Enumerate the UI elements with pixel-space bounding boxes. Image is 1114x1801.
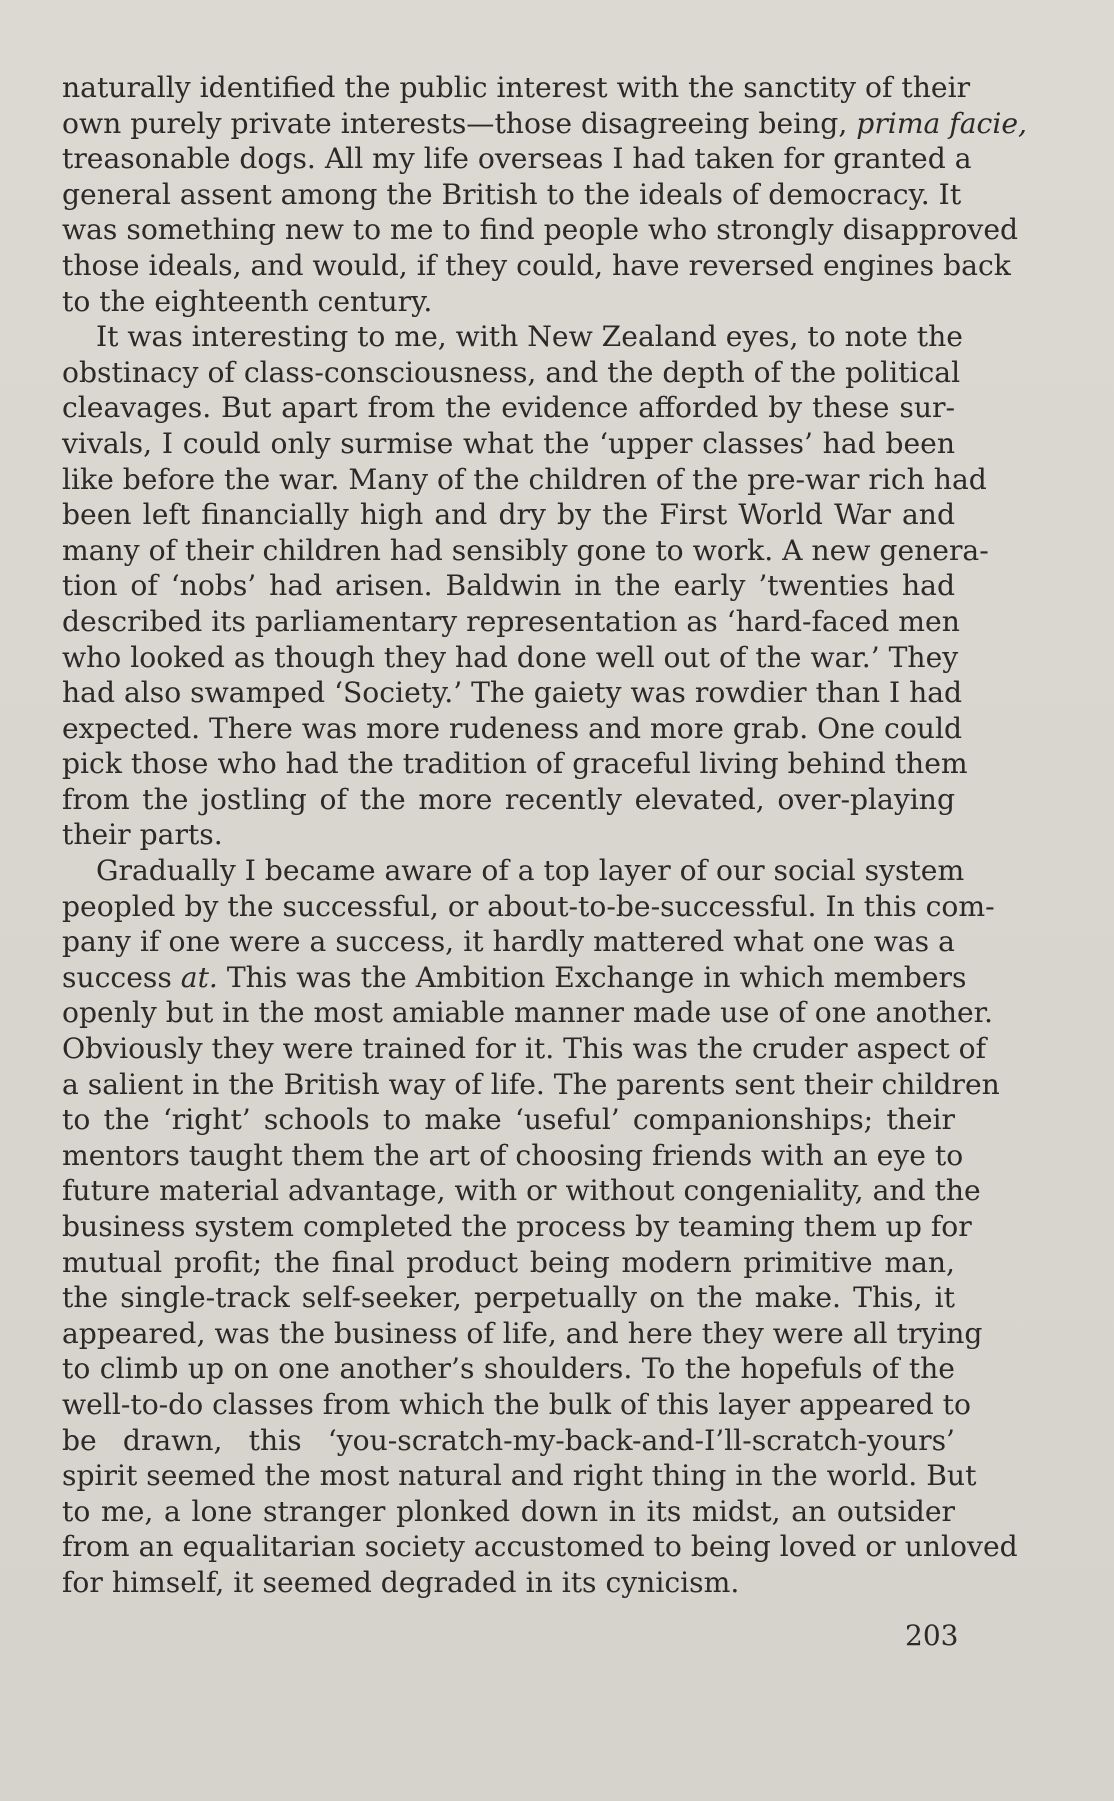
page-number: 203 bbox=[905, 1619, 959, 1652]
text-line: Obviously they were trained for it. This was the cruder aspect of bbox=[62, 1032, 987, 1066]
text-line: Gradually I became aware of a top layer of our social system bbox=[96, 854, 965, 888]
text-line: It was interesting to me, with New Zealand eyes, to note the bbox=[96, 320, 963, 354]
text-line: peopled by the successful, or about-to-be-successful. In this com- bbox=[62, 889, 995, 923]
text-line: expected. There was more rudeness and more grab. One could bbox=[62, 711, 963, 745]
text-span: own purely private interests—those disagreeing being, bbox=[62, 106, 857, 140]
text-line: to the eighteenth century. bbox=[62, 284, 433, 318]
text-line: openly but in the most amiable manner made use of one another. bbox=[62, 996, 993, 1030]
text-span: success bbox=[62, 960, 181, 994]
text-line: treasonable dogs. All my life overseas I had taken for granted a bbox=[62, 142, 972, 176]
text-line: from the jostling of the more recently elevated, over-playing bbox=[62, 782, 955, 816]
text-line: mutual profit; the final product being modern primitive man, bbox=[62, 1245, 955, 1279]
text-line: for himself, it seemed degraded in its cynicism. bbox=[62, 1565, 740, 1599]
paragraph-3 bbox=[62, 853, 1018, 1600]
text-line: general assent among the British to the ideals of democracy. It bbox=[62, 177, 962, 211]
text-line: vivals, I could only surmise what the ‘upper classes’ had been bbox=[62, 426, 955, 460]
text-line: was something new to me to find people who strongly disapproved bbox=[62, 213, 1019, 247]
text-line bbox=[62, 106, 1027, 142]
text-line: to me, a lone stranger plonked down in its midst, an outsider bbox=[62, 1494, 955, 1528]
text-line: spirit seemed the most natural and right thing in the world. But bbox=[62, 1459, 977, 1493]
text-line: to climb up on one another’s shoulders. To the hopefuls of the bbox=[62, 1352, 955, 1386]
text-line: cleavages. But apart from the evidence afforded by these sur- bbox=[62, 391, 955, 425]
text-line: appeared, was the business of life, and here they were all trying bbox=[62, 1316, 983, 1350]
text-line: like before the war. Many of the children of the pre-war rich had bbox=[62, 462, 987, 496]
text-line: business system completed the process by teaming them up for bbox=[62, 1210, 972, 1243]
paragraph-1 bbox=[62, 70, 1027, 319]
text-line: had also swamped ‘Society.’ The gaiety was rowdier than I had bbox=[62, 676, 963, 710]
text-line: many of their children had sensibly gone to work. A new genera- bbox=[62, 533, 989, 567]
text-line: who looked as though they had done well out of the war.’ They bbox=[62, 640, 959, 674]
text-line: future material advantage, with or without congeniality, and the bbox=[62, 1174, 981, 1208]
text-line: mentors taught them the art of choosing friends with an eye to bbox=[62, 1138, 964, 1172]
text-line: the single-track self-seeker, perpetually on the make. This, it bbox=[62, 1281, 955, 1315]
text-span: This was the Ambition Exchange in which members bbox=[217, 960, 967, 994]
text-line: described its parliamentary representation as ‘hard-faced men bbox=[62, 604, 960, 638]
text-line: tion of ‘nobs’ had arisen. Baldwin in the early ’twenties had bbox=[62, 569, 955, 603]
text-line bbox=[62, 960, 967, 996]
italic-phrase: prima facie, bbox=[856, 106, 1027, 140]
text-line: from an equalitarian society accustomed to being loved or unloved bbox=[62, 1530, 1018, 1564]
text-line: naturally identified the public interest with the sanctity of their bbox=[62, 71, 971, 104]
text-line: well-to-do classes from which the bulk of this layer appeared to bbox=[62, 1387, 971, 1421]
italic-phrase: at. bbox=[180, 960, 218, 994]
paragraph-2 bbox=[62, 319, 989, 853]
body-text bbox=[62, 70, 1027, 1601]
text-line: obstinacy of class-consciousness, and the depth of the political bbox=[62, 355, 961, 389]
text-line: a salient in the British way of life. The parents sent their children bbox=[62, 1067, 1000, 1101]
text-line: pick those who had the tradition of graceful living behind them bbox=[62, 747, 968, 781]
text-line: those ideals, and would, if they could, have reversed engines back bbox=[62, 248, 1011, 282]
text-line: be drawn, this ‘you-scratch-my-back-and-I’ll-scratch-yours’ bbox=[62, 1423, 955, 1457]
text-line: their parts. bbox=[62, 818, 223, 852]
text-line: pany if one were a success, it hardly mattered what one was a bbox=[62, 925, 955, 959]
text-line: been left financially high and dry by the First World War and bbox=[62, 498, 955, 532]
text-line: to the ‘right’ schools to make ‘useful’ companionships; their bbox=[62, 1103, 955, 1137]
